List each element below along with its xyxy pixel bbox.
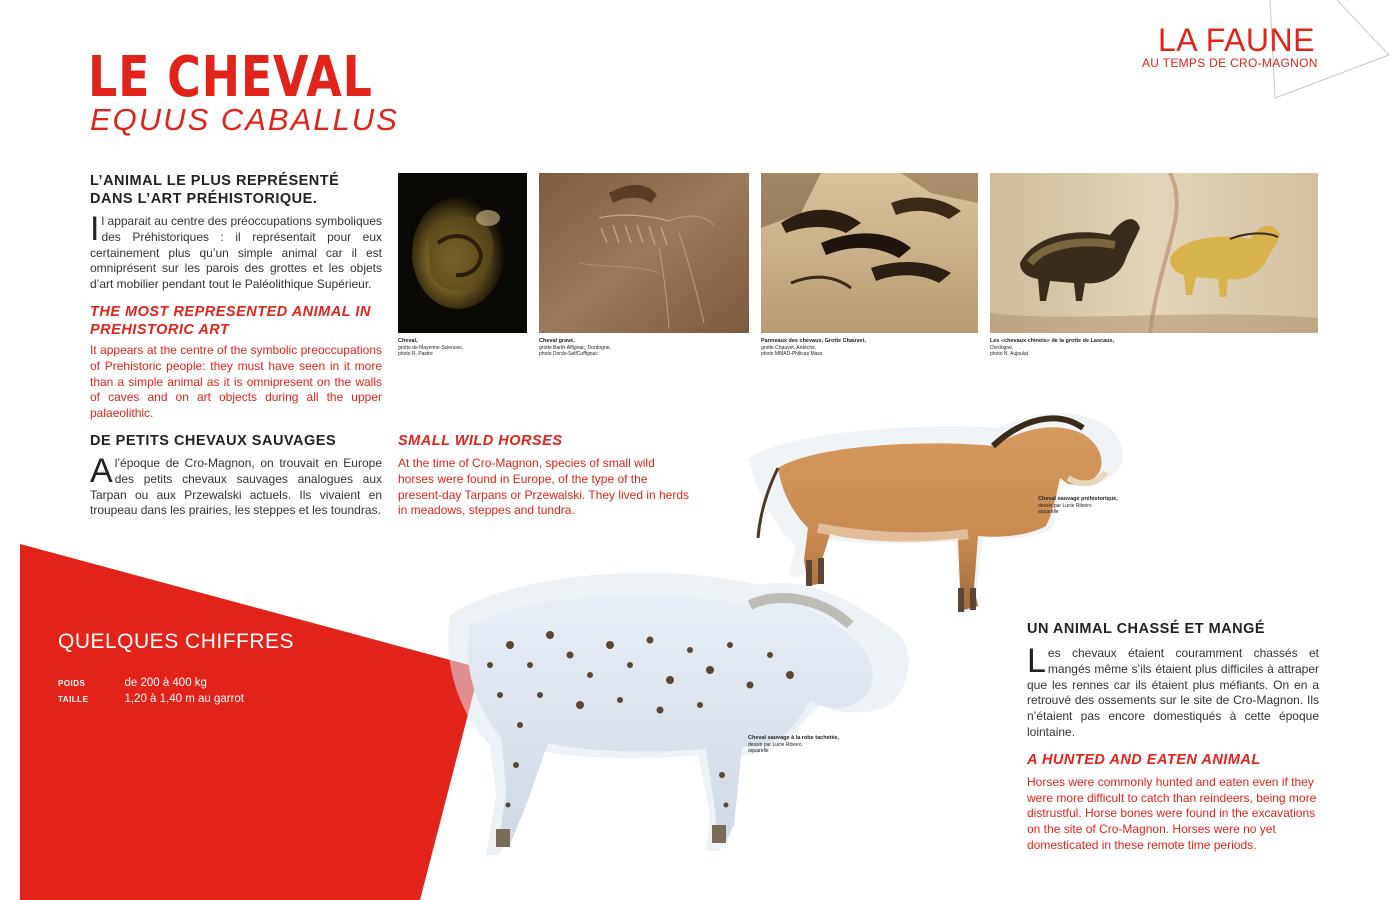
page-title: LE CHEVAL [88, 45, 373, 110]
section-subtitle: AU TEMPS DE CRO-MAGNON [1142, 56, 1318, 70]
photo-caption-1 [398, 338, 527, 358]
stats-red-panel [0, 540, 482, 900]
photo-caption-2-line2: photo Dordo-SelfCuffignac [539, 351, 598, 357]
horse-front-caption-line2: aquarelle [748, 748, 769, 754]
hunted-body-fr-text: es chevaux étaient couramment chassés et mangés même s’ils étaient plus difficiles à attraper que les rennes car ils étaient plus méfiants. On en a retrouvé des ossements sur le site de Cro-Magnon. Ils n’étaient pas encore domestiqués à cette époque lointaine. [1027, 646, 1319, 739]
photo-cheval-grave [539, 173, 749, 333]
hunted-body-fr [1027, 642, 1319, 741]
stats-title: QUELQUES CHIFFRES [58, 630, 295, 653]
intro-dropcap: I [90, 210, 100, 248]
intro-body-en: It appears at the centre of the symbolic preoccupations of Prehistoric people: they must have seen in it more than a simple animal as it is omnipresent on the walls of caves and on art objects during all the upper palaeolithic. [90, 342, 382, 421]
photo-caption-4-line1: Dordogne, [990, 344, 1014, 351]
photo-caption-4-title: Les «chevaux chinois» de la grotte de Lascaux, [990, 338, 1115, 344]
wild-dropcap: A [90, 452, 113, 490]
wild-body-fr-text: l’époque de Cro-Magnon, on trouvait en Europe des petits chevaux sauvages analogues aux Tarpan ou aux Przewalski actuels. Ils vivaient en troupeau dans les prairies, les steppes et les toundras. [90, 456, 382, 518]
hunted-block [1027, 620, 1319, 854]
intro-block [90, 172, 382, 422]
wild-body-en: At the time of Cro-Magnon, species of small wild horses were found in Europe, of the type of the present-day Tarpans or Przewalski. They lived in herds in meadows, steppes and tundra. [398, 456, 690, 518]
horse-front-caption-line1: dessin par Lucie Ribeiro [748, 741, 802, 748]
photo-caption-3-title: Panneaux des chevaux, Grotte Chauvet, [761, 338, 866, 344]
wild-block-fr [90, 432, 382, 519]
photo-caption-4-line2: photo N. Aujoulat [990, 351, 1029, 357]
stats-weight-value: de 200 à 400 kg [124, 677, 207, 689]
horse-top-caption [1038, 496, 1148, 516]
photo-caption-1-line1: grotte de Mayenne-Sciences, [398, 344, 464, 351]
photo-caption-2 [539, 338, 749, 358]
photo-caption-3-line2: photo MMAD-Philicas Mass [761, 351, 823, 357]
horse-front-caption-title: Cheval sauvage à la robe tachetée, [748, 735, 840, 741]
hunted-body-en: Horses were commonly hunted and eaten even if they were more difficult to catch than reindeers, being more distrustful. Horse bones were found in the excavations on the site of Cro-Magnon. Horses were no yet domesticated in these remote time periods. [1027, 774, 1317, 852]
stats-height-value: 1,20 à 1,40 m au garrot [124, 693, 245, 705]
hunted-heading-en: A HUNTED AND EATEN ANIMAL [1027, 751, 1261, 768]
photo-panneau-chevaux-chauvet [761, 173, 978, 333]
wild-heading-en: SMALL WILD HORSES [398, 433, 563, 449]
horse-top-caption-line2: aquarelle [1038, 509, 1059, 515]
hunted-dropcap: L [1027, 642, 1046, 680]
wild-block-en [398, 432, 694, 519]
photo-caption-2-title: Cheval gravé, [539, 338, 575, 344]
intro-body-fr-text: l apparait au centre des préoccupations symboliques des Préhistoriques : il représentait pour eux certainement plus qu’un simple animal car il est omniprésent sur les parois des grottes et les objets d’art mobilier pendant tout le Paléolithique Supérieur. [90, 214, 382, 292]
intro-heading-fr: L’ANIMAL LE PLUS REPRÉSENTÉ DANS L’ART PRÉHISTORIQUE. [90, 173, 340, 207]
photo-caption-1-line2: photo R. Pastre [398, 351, 433, 357]
wild-body-fr [90, 452, 382, 519]
photo-caption-2-line1: grotte Barth-Affignac, Dordogne, [539, 344, 611, 351]
photo-chevaux-chinois-lascaux [990, 173, 1318, 333]
photo-cheval-sculpture [398, 173, 527, 333]
stats-weight-key: POIDS [58, 679, 86, 688]
illustration-horse-spotted [430, 555, 920, 860]
stats-height-key: TAILLE [58, 695, 89, 704]
intro-body-fr [90, 210, 382, 293]
photo-caption-3 [761, 338, 978, 358]
intro-heading-en: THE MOST REPRESENTED ANIMAL IN PREHISTORIC ART [90, 303, 371, 338]
section-title: LA FAUNE [1158, 22, 1315, 58]
photo-caption-4 [990, 338, 1318, 358]
horse-top-caption-title: Cheval sauvage préhistorique, [1038, 496, 1118, 502]
hunted-heading-fr: UN ANIMAL CHASSÉ ET MANGÉ [1027, 621, 1266, 637]
wild-heading-fr: DE PETITS CHEVAUX SAUVAGES [90, 433, 337, 449]
horse-top-caption-line1: dessin par Lucie Ribeiro [1038, 502, 1092, 509]
stats-row-height [58, 689, 318, 707]
horse-front-caption [748, 735, 868, 755]
photo-caption-3-line1: grotte Chauvet, Ardèche, [761, 344, 817, 351]
page-subtitle: EQUUS CABALLUS [90, 102, 399, 137]
photo-caption-1-title: Cheval, [398, 338, 418, 344]
